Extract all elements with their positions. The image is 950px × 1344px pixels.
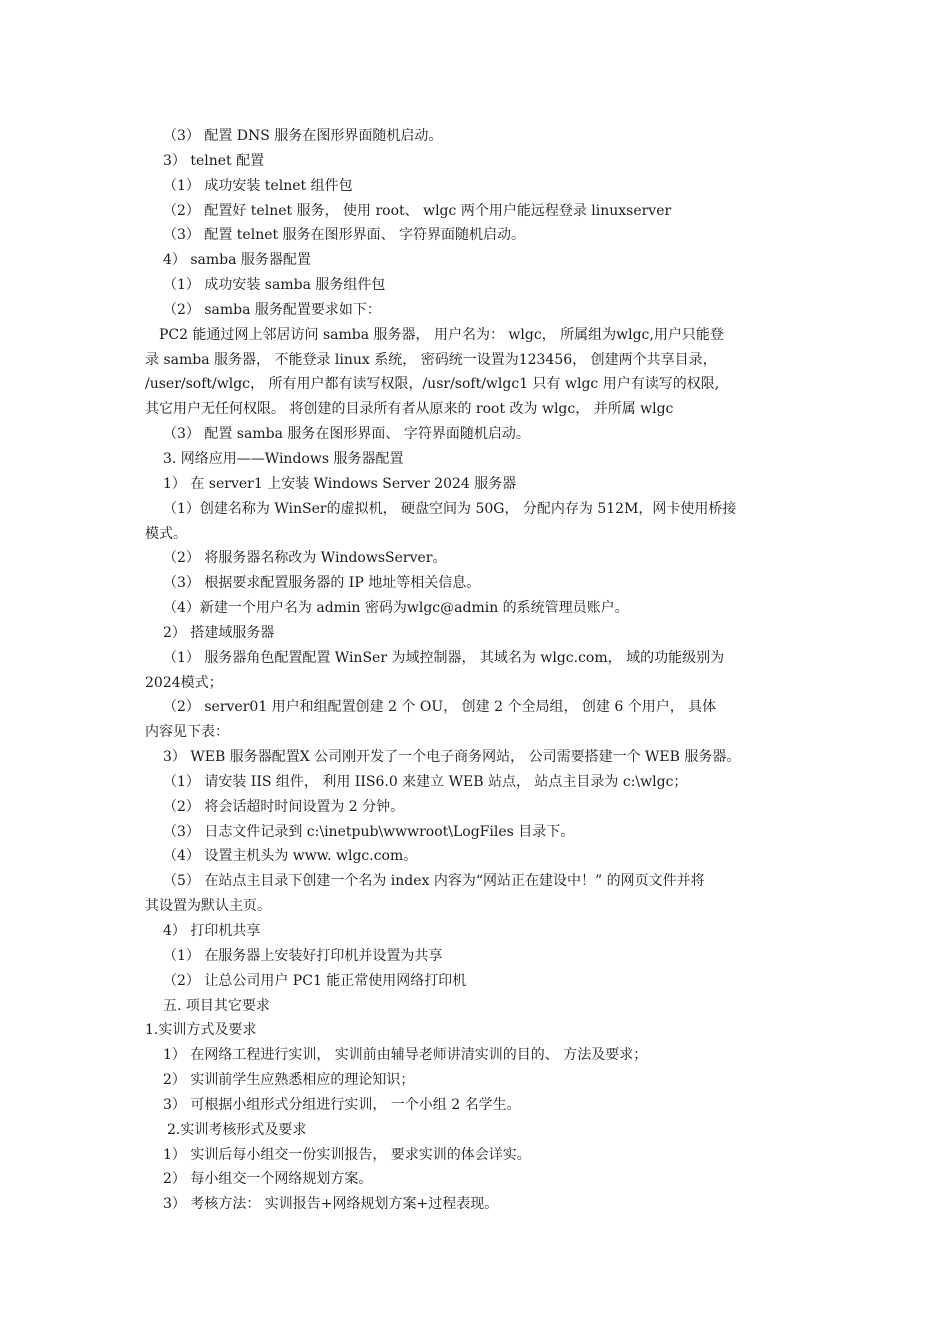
- text-line: 1） 在网络工程进行实训， 实训前由辅导老师讲清实训的目的、 方法及要求；: [163, 1047, 648, 1064]
- text-line: （1） 成功安装 telnet 组件包: [163, 177, 353, 194]
- text-line: 模式。: [145, 525, 187, 542]
- text-line: /user/soft/wlgc， 所有用户都有读写权限，/usr/soft/wlgc1 只有 wlgc 用户有读写的权限,: [145, 376, 720, 393]
- text-line: 2024模式；: [145, 674, 223, 691]
- text-line: 4） samba 服务器配置: [163, 252, 311, 269]
- text-line: 3） 考核方法： 实训报告+网络规划方案+过程表现。: [163, 1196, 499, 1213]
- text-line: 3） WEB 服务器配置X 公司刚开发了一个电子商务网站， 公司需要搭建一个 WEB 服务器。: [163, 749, 741, 766]
- text-line: （2） 将会话超时时间设置为 2 分钟。: [163, 798, 405, 815]
- subsection-heading: 1.实训方式及要求: [145, 1022, 257, 1039]
- text-line: （1） 服务器角色配置配置 WinSer 为域控制器， 其域名为 wlgc.com， 域的功能级别为: [163, 649, 725, 666]
- text-line: （1）创建名称为 WinSer的虚拟机， 硬盘空间为 50G， 分配内存为 512M，网卡使用桥接: [163, 500, 737, 517]
- section-heading: 五. 项目其它要求: [163, 997, 270, 1014]
- text-line: （2） 配置好 telnet 服务， 使用 root、 wlgc 两个用户能远程登录 linuxserver: [163, 202, 672, 219]
- text-line: 2） 每小组交一个网络规划方案。: [163, 1171, 373, 1188]
- text-line: （4） 设置主机头为 www. wlgc.com。: [163, 848, 418, 865]
- text-line: 1） 实训后每小组交一份实训报告， 要求实训的体会详实。: [163, 1146, 531, 1163]
- text-line: （3） 配置 DNS 服务在图形界面随机启动。: [163, 128, 443, 144]
- text-line: 2） 实训前学生应熟悉相应的理论知识；: [163, 1072, 415, 1089]
- text-line: 其它用户无任何权限。 将创建的目录所有者从原来的 root 改为 wlgc， 并所属 wlgc: [145, 401, 674, 418]
- text-line: 3） 可根据小组形式分组进行实训， 一个小组 2 名学生。: [163, 1096, 521, 1113]
- text-line: （3） 配置 telnet 服务在图形界面、 字符界面随机启动。: [163, 227, 526, 244]
- text-line: PC2 能通过网上邻居访问 samba 服务器， 用户名为： wlgc， 所属组为wlgc,用户只能登: [159, 326, 724, 343]
- text-line: （1） 在服务器上安装好打印机并设置为共享: [163, 947, 443, 964]
- text-line: （2） samba 服务配置要求如下：: [163, 301, 381, 318]
- text-line: （4）新建一个用户名为 admin 密码为wlgc@admin 的系统管理员账户。: [163, 600, 629, 617]
- text-line: （2） server01 用户和组配置创建 2 个 OU， 创建 2 个全局组， 创建 6 个用户， 具体: [163, 699, 717, 716]
- subsection-heading: 2.实训考核形式及要求: [167, 1121, 307, 1138]
- text-line: （1） 成功安装 samba 服务组件包: [163, 277, 386, 294]
- text-line: 3） telnet 配置: [163, 152, 265, 169]
- text-line: （2） 将服务器名称改为 WindowsServer。: [163, 550, 447, 567]
- text-line: 4） 打印机共享: [163, 923, 261, 939]
- text-line: （3） 日志文件记录到 c:\inetpub\wwwroot\LogFiles 目录下。: [163, 823, 575, 840]
- text-line: （2） 让总公司用户 PC1 能正常使用网络打印机: [163, 972, 467, 989]
- text-line: 1） 在 server1 上安装 Windows Server 2024 服务器: [163, 475, 517, 492]
- document-body: [145, 124, 810, 1217]
- text-line: （5） 在站点主目录下创建一个名为 index 内容为“网站正在建设中！” 的网页文件并将: [163, 873, 705, 890]
- section-heading: 3. 网络应用——Windows 服务器配置: [163, 450, 404, 467]
- text-line: 其设置为默认主页。: [145, 898, 271, 915]
- text-line: 内容见下表：: [145, 724, 229, 741]
- text-line: （1） 请安装 IIS 组件， 利用 IIS6.0 来建立 WEB 站点， 站点主目录为 c:\wlgc；: [163, 773, 688, 790]
- text-line: （3） 配置 samba 服务在图形界面、 字符界面随机启动。: [163, 426, 530, 443]
- text-line: 2） 搭建域服务器: [163, 624, 275, 641]
- text-line: 录 samba 服务器， 不能登录 linux 系统， 密码统一设置为123456， 创建两个共享目录，: [145, 351, 717, 368]
- text-line: （3） 根据要求配置服务器的 IP 地址等相关信息。: [163, 575, 481, 592]
